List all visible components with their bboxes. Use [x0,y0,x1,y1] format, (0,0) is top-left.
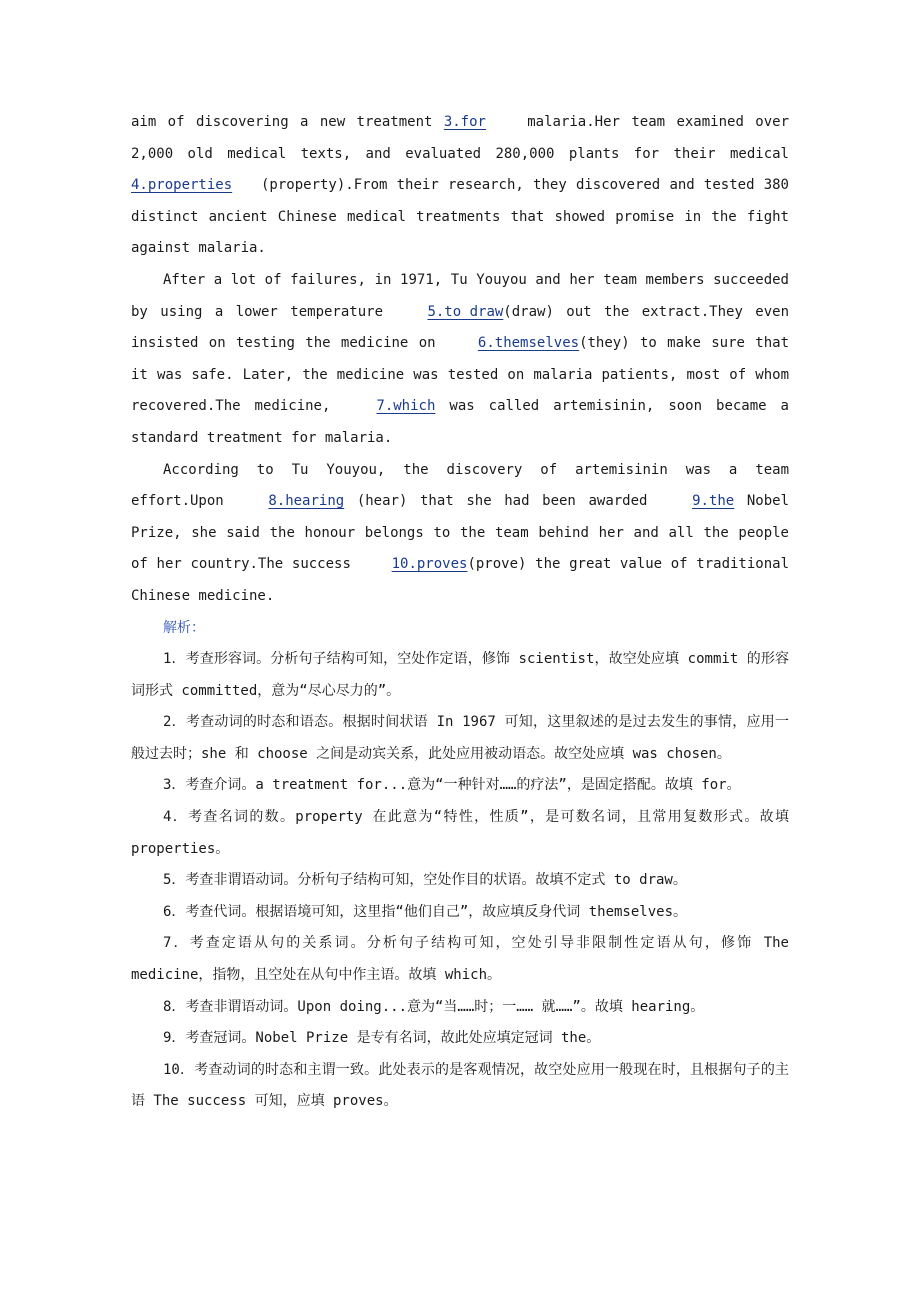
analysis-heading: 解析： [163,619,205,636]
analysis-item-8: 8．考查非谓语动词。Upon doing...意为“当……时；一…… 就……”。故填 hearing。 [163,998,705,1015]
answer-blank-9: 9.the [692,493,735,510]
passage-paragraph-2 [131,265,789,455]
passage-paragraph-3 [131,455,789,613]
analysis-item-3: 3．考查介词。a treatment for...意为“一种针对……的疗法”，是固定搭配。故填 for。 [163,777,741,794]
passage-text: (they) to make sure that it was safe. Later, the medicine was tested on malaria patients, most of whom recovered.The medicine, [131,335,789,415]
analysis-item-1: 1．考查形容词。分析句子结构可知，空处作定语，修饰 scientist，故空处应填 commit 的形容词形式 committed，意为“尽心尽力的”。 [131,651,789,699]
analysis-item-2: 2．考查动词的时态和语态。根据时间状语 In 1967 可知，这里叙述的是过去发生的事情，应用一般过去时；she 和 choose 之间是动宾关系，此处应用被动语态。故空处应填 was chosen。 [131,714,789,762]
answer-blank-10: 10.proves [391,556,468,573]
analysis-item-10: 10．考查动词的时态和主谓一致。此处表示的是客观情况，故空处应用一般现在时，且根据句子的主语 The success 可知，应填 proves。 [131,1061,789,1110]
passage-text: (property).From their research, they discovered and tested 380 distinct ancient Chinese medical treatments that showed promise in the fight against malaria. [131,177,789,257]
analysis-item-7: 7．考查定语从句的关系词。分析句子结构可知，空处引导非限制性定语从句，修饰 The medicine，指物，且空处在从句中作主语。故填 which。 [131,935,789,984]
analysis-item-9: 9．考查冠词。Nobel Prize 是专有名词，故此处应填定冠词 the。 [163,1030,601,1047]
passage-text: (prove) the great value of traditional Chinese medicine. [131,556,790,604]
analysis-item-6: 6．考查代词。根据语境可知，这里指“他们自己”，故应填反身代词 themselves。 [163,903,688,920]
passage-text: According to Tu Youyou, the discovery of artemisinin was a team effort.Upon [131,461,789,510]
answer-blank-3: 3.for [443,114,486,130]
passage-text: malaria.Her team examined over 2,000 old medical texts, and evaluated 280,000 plants for their medical [131,114,789,162]
answer-blank-8: 8.hearing [268,493,345,510]
answer-blank-6: 6.themselves [477,335,580,352]
answer-blank-7: 7.which [376,398,436,415]
passage-text: (hear) that she had been awarded [344,493,661,510]
answer-blank-4: 4.properties [131,177,233,194]
analysis-item-4: 4．考查名词的数。property 在此意为“特性，性质”，是可数名词，且常用复数形式。故填 properties。 [131,809,789,857]
analysis-item-5: 5．考查非谓语动词。分析句子结构可知，空处作目的状语。故填不定式 to draw。 [163,872,687,889]
passage-text: Nobel Prize, she said the honour belongs to the team behind her and all the people of her country.The success [131,493,790,573]
document-page [131,107,789,1118]
passage-text: was called artemisinin, soon became a standard treatment for malaria. [131,398,789,446]
passage-text: aim of discovering a new treatment [131,114,444,130]
passage-text: After a lot of failures, in 1971, Tu Youyou and her team members succeeded by using a lower temperature [131,271,789,320]
answer-blank-5: 5.to draw [427,303,504,320]
passage-paragraph-1 [131,107,789,265]
passage-text: (draw) out the extract.They even insisted on testing the medicine on [131,303,790,352]
